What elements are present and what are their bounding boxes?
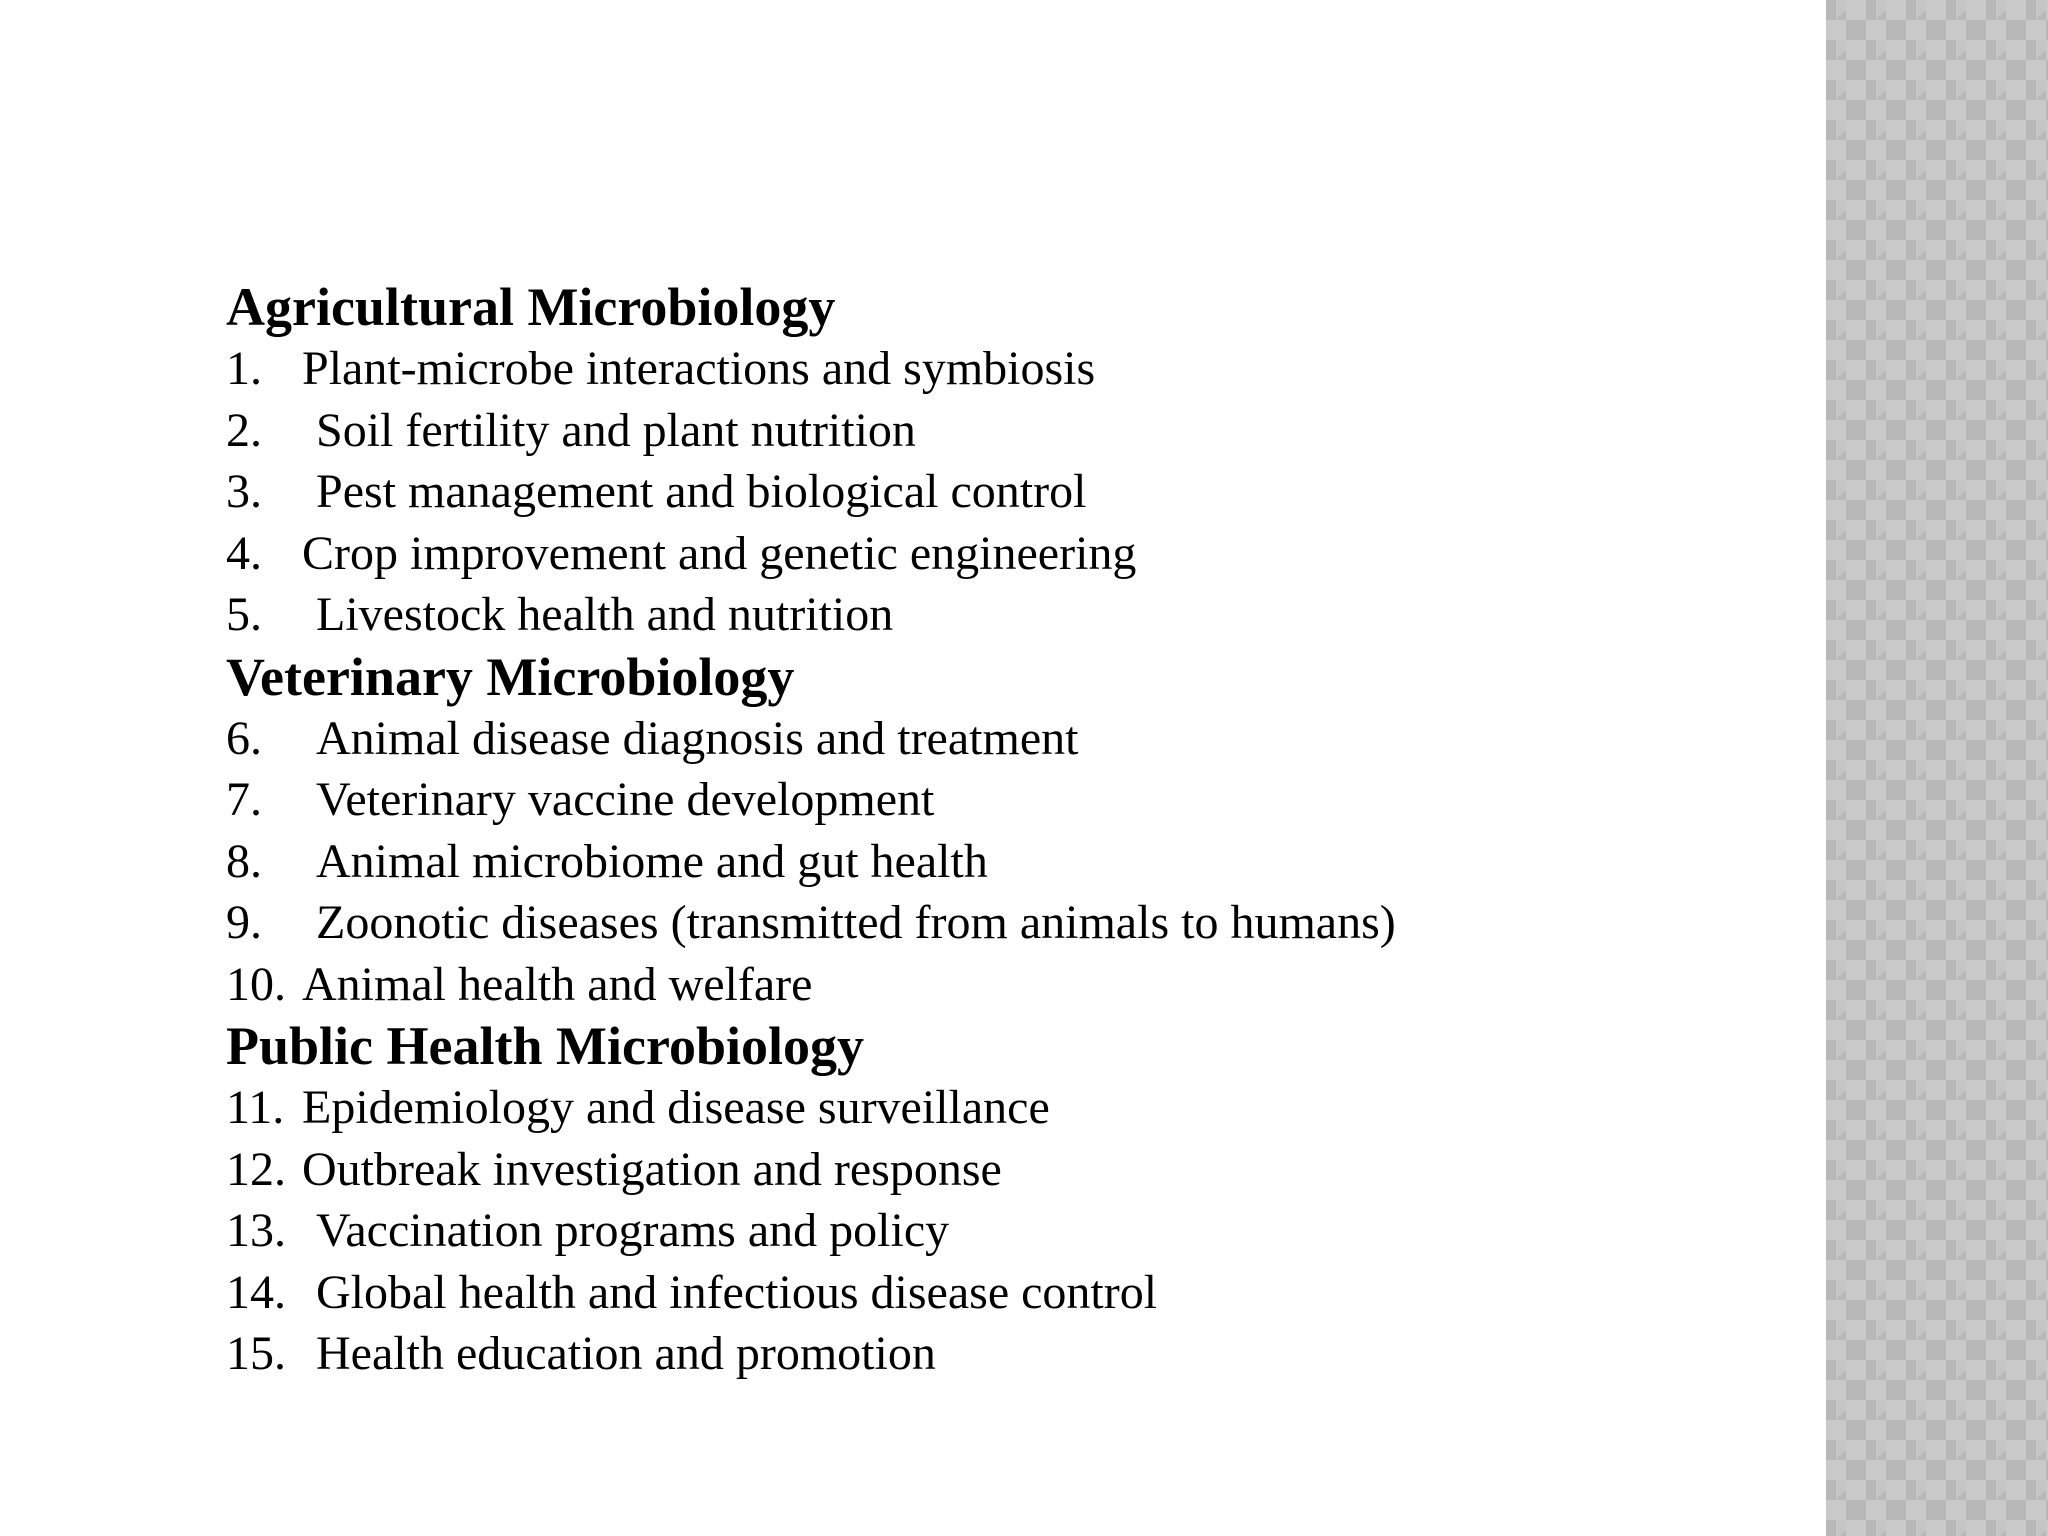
item-number: 15. bbox=[226, 1327, 286, 1380]
item-number: 4. bbox=[226, 526, 262, 580]
list-item bbox=[226, 1323, 1396, 1385]
list-item bbox=[226, 1262, 1396, 1324]
item-number: 11. bbox=[226, 1081, 285, 1134]
list-item bbox=[226, 523, 1396, 585]
item-number: 9. bbox=[226, 896, 262, 949]
item-number: 2. bbox=[226, 403, 262, 457]
item-text: Animal disease diagnosis and treatment bbox=[316, 711, 1079, 765]
item-number: 1. bbox=[226, 342, 262, 395]
item-text: Livestock health and nutrition bbox=[316, 588, 894, 641]
item-text: Pest management and biological control bbox=[316, 465, 1087, 518]
item-number: 10. bbox=[226, 957, 286, 1011]
list-item bbox=[226, 400, 1396, 462]
item-text: Zoonotic diseases (transmitted from animals to humans) bbox=[316, 896, 1396, 949]
item-text: Epidemiology and disease surveillance bbox=[302, 1081, 1050, 1134]
item-text: Animal health and welfare bbox=[302, 957, 813, 1011]
section-heading-public-health: Public Health Microbiology bbox=[226, 1016, 864, 1076]
list-item bbox=[226, 708, 1396, 770]
list-item bbox=[226, 769, 1396, 831]
list-item bbox=[226, 1139, 1396, 1201]
decorative-side-pattern bbox=[1826, 0, 2048, 1536]
item-text: Animal microbiome and gut health bbox=[316, 834, 988, 888]
item-text: Health education and promotion bbox=[316, 1327, 936, 1380]
list-item bbox=[226, 954, 1396, 1016]
list-item bbox=[226, 892, 1396, 954]
list-item bbox=[226, 461, 1396, 523]
item-text: Global health and infectious disease control bbox=[316, 1265, 1158, 1319]
item-number: 5. bbox=[226, 588, 262, 641]
item-number: 12. bbox=[226, 1142, 286, 1196]
section-heading-agricultural: Agricultural Microbiology bbox=[226, 277, 836, 337]
list-item bbox=[226, 831, 1396, 893]
item-number: 6. bbox=[226, 711, 262, 765]
item-text: Crop improvement and genetic engineering bbox=[302, 526, 1137, 580]
item-text: Veterinary vaccine development bbox=[316, 773, 935, 826]
item-text: Plant-microbe interactions and symbiosis bbox=[302, 342, 1096, 395]
item-number: 13. bbox=[226, 1204, 286, 1257]
item-number: 14. bbox=[226, 1265, 286, 1319]
list-item bbox=[226, 1200, 1396, 1262]
list-item bbox=[226, 1077, 1396, 1139]
item-text: Vaccination programs and policy bbox=[316, 1204, 950, 1257]
item-number: 8. bbox=[226, 834, 262, 888]
item-number: 3. bbox=[226, 465, 262, 518]
section-heading-veterinary: Veterinary Microbiology bbox=[226, 646, 795, 707]
item-text: Outbreak investigation and response bbox=[302, 1142, 1002, 1196]
item-text: Soil fertility and plant nutrition bbox=[316, 403, 916, 457]
list-item bbox=[226, 338, 1396, 400]
slide-content bbox=[226, 276, 1396, 1385]
item-number: 7. bbox=[226, 773, 262, 826]
list-item bbox=[226, 584, 1396, 646]
